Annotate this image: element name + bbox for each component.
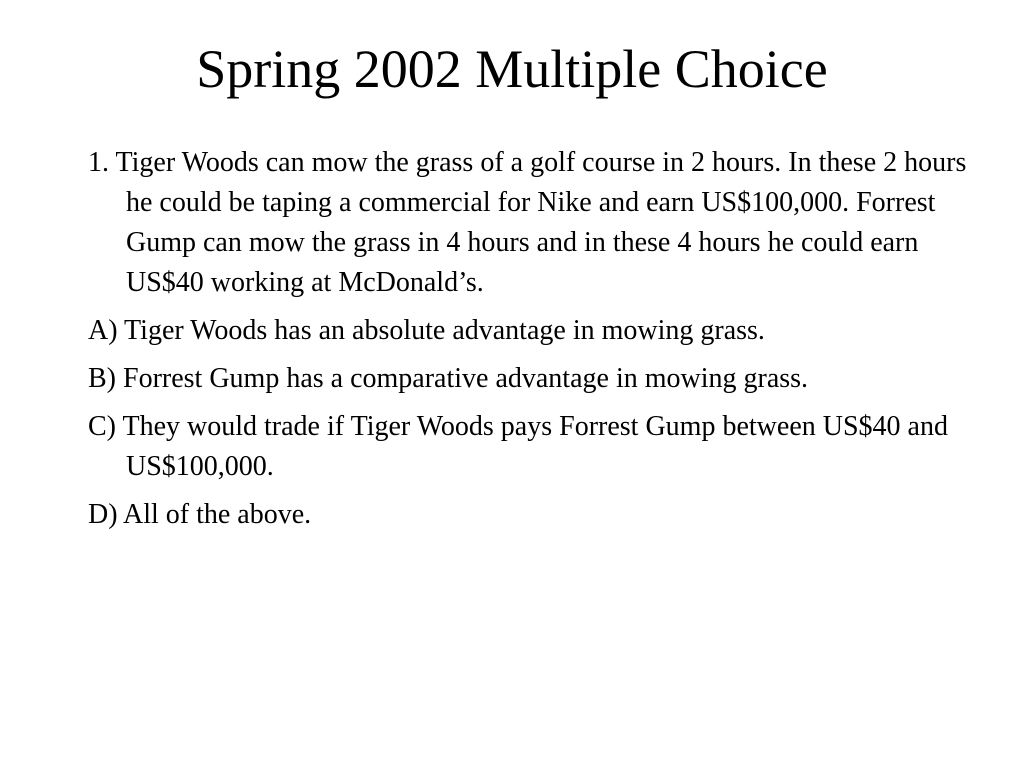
option-d: D) All of the above. [88, 499, 312, 530]
slide-body [88, 143, 968, 543]
question-text: 1. Tiger Woods can mow the grass of a golf course in 2 hours. In these 2 hours he could be taping a commercial for Nike and earn US$100,000. Forrest Gump can mow the grass in 4 hours and in these 4 hours he could earn US$40 working at McDonald’s. [88, 147, 967, 298]
option-b: B) Forrest Gump has a comparative advantage in mowing grass. [88, 363, 809, 394]
slide-title: Spring 2002 Multiple Choice [196, 39, 828, 99]
option-c: C) They would trade if Tiger Woods pays Forrest Gump between US$40 and US$100,000. [88, 411, 948, 482]
option-a: A) Tiger Woods has an absolute advantage in mowing grass. [88, 315, 765, 346]
